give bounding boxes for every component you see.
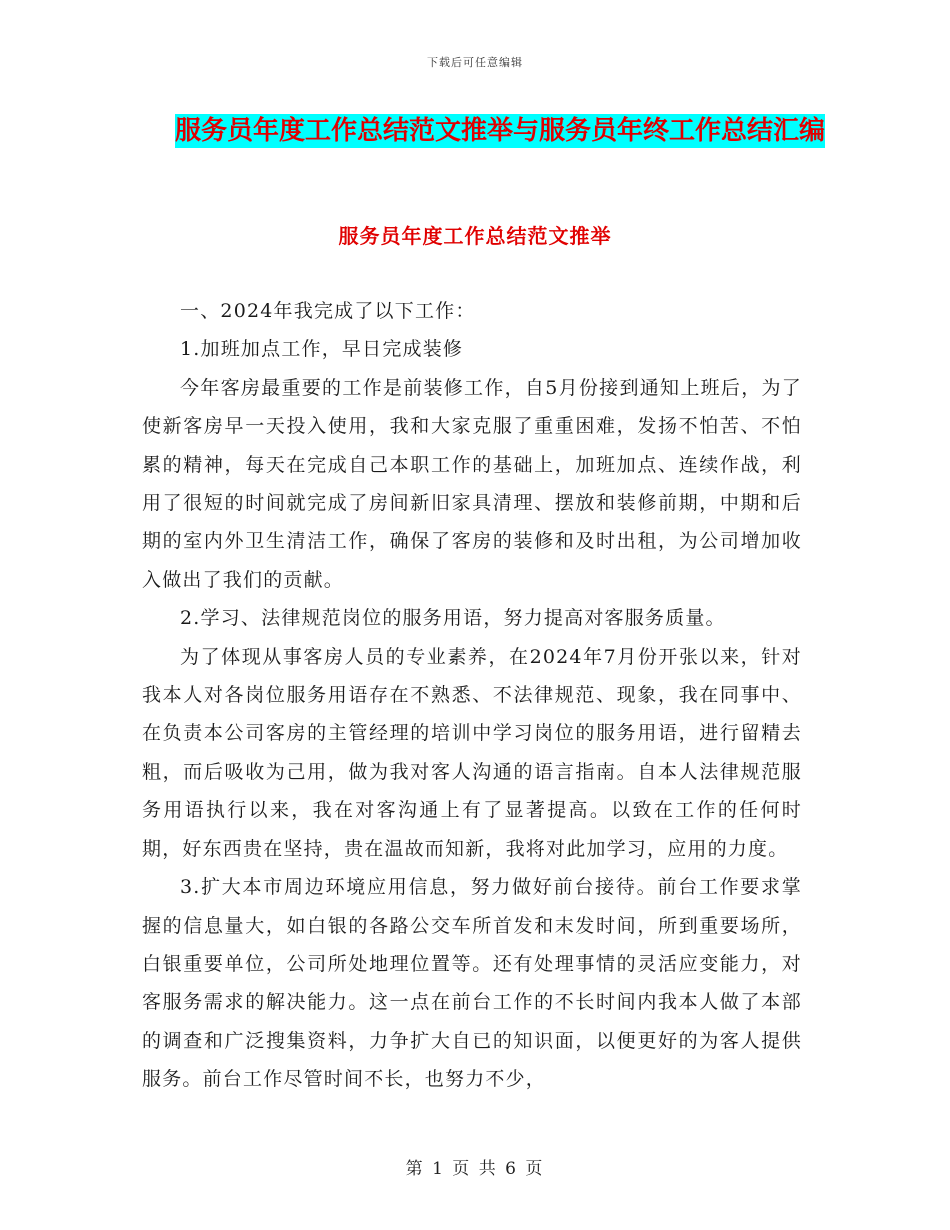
section-title: 服务员年度工作总结范文推举 [338,224,612,248]
document-body [142,292,802,1099]
main-title-text: 服务员年度工作总结范文推举与服务员年终工作总结汇编 [174,116,825,146]
paragraph-item-1: 1.加班加点工作，早日完成装修 [180,338,464,361]
main-title [150,110,850,152]
paragraph-body-1: 今年客房最重要的工作是前装修工作，自5月份接到通知上班后，为了使新客房早一天投入使用，我和大家克服了重重困难，发扬不怕苦、不怕累的精神，每天在完成自己本职工作的基础上，加班加点、连续作战，利用了很短的时间就完成了房间新旧家具清理、摆放和装修前期，中期和后期的室内外卫生清洁工作，确保了客房的装修和及时出租，为公司增加收入做出了我们的贡献。 [142,376,802,591]
paragraph-item-2: 2.学习、法律规范岗位的服务用语，努力提高对客服务质量。 [180,607,726,630]
header-note: 下载后可任意编辑 [427,56,523,69]
paragraph-body-2: 为了体现从事客房人员的专业素养，在2024年7月份开张以来，针对我本人对各岗位服务用语存在不熟悉、不法律规范、现象，我在同事中、在负责本公司客房的主管经理的培训中学习岗位的服务用语，进行留精去粗，而后吸收为己用，做为我对客人沟通的语言指南。自本人法律规范服务用语执行以来，我在对客沟通上有了显著提高。以致在工作的任何时期，好东西贵在坚持，贵在温故而知新，我将对此加学习，应用的力度。 [142,645,802,860]
paragraph-item-3: 3.扩大本市周边环境应用信息，努力做好前台接待。前台工作要求掌握的信息量大，如白银的各路公交车所首发和末发时间，所到重要场所，白银重要单位，公司所处地理位置等。还有处理事情的灵活应变能力，对客服务需求的解决能力。这一点在前台工作的不长时间内我本人做了本部的调查和广泛搜集资料，力争扩大自已的知识面，以便更好的为客人提供服务。前台工作尽管时间不长，也努力不少， [142,876,802,1091]
page-footer: 第 1 页 共 6 页 [405,1159,545,1179]
paragraph-heading-1: 一、2024年我完成了以下工作： [180,300,476,322]
